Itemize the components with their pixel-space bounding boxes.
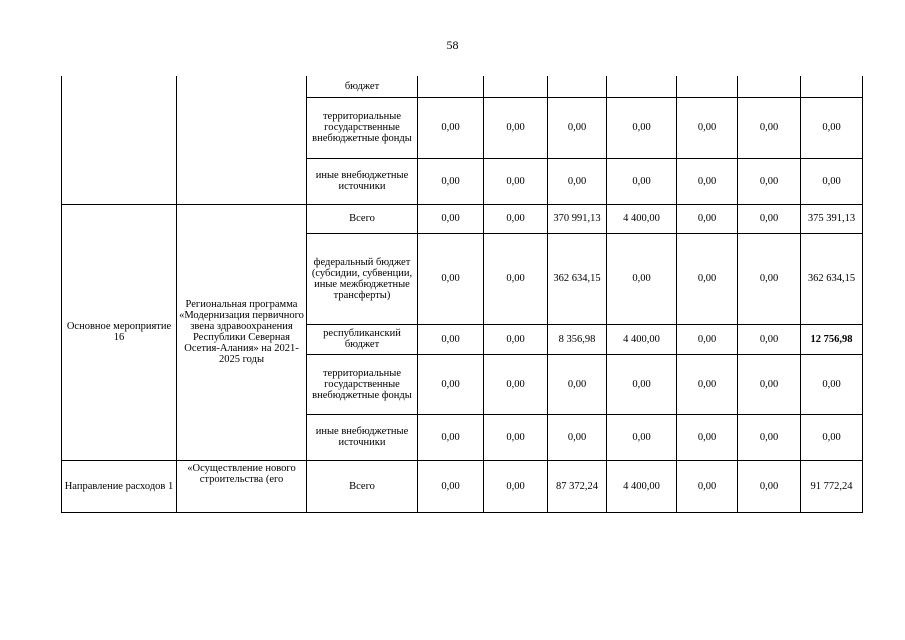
value-cell: 0,00 (418, 460, 484, 512)
value-cell: 0,00 (548, 414, 607, 460)
value-cell: 0,00 (418, 354, 484, 414)
value-cell (738, 76, 801, 97)
value-cell: 0,00 (418, 204, 484, 233)
funding-source-cell: территориальные государственные внебюджетные фонды (307, 354, 418, 414)
value-cell: 0,00 (548, 97, 607, 158)
value-cell (484, 76, 548, 97)
value-cell: 0,00 (677, 204, 738, 233)
value-cell: 0,00 (801, 158, 863, 204)
value-cell: 0,00 (801, 97, 863, 158)
value-cell: 4 400,00 (607, 460, 677, 512)
value-cell: 8 356,98 (548, 324, 607, 354)
activity-name-cell (62, 76, 177, 204)
value-cell: 0,00 (484, 354, 548, 414)
funding-source-cell: республиканский бюджет (307, 324, 418, 354)
funding-source-cell: иные внебюджетные источники (307, 158, 418, 204)
value-cell: 370 991,13 (548, 204, 607, 233)
value-cell: 0,00 (484, 414, 548, 460)
funding-source-cell: иные внебюджетные источники (307, 414, 418, 460)
value-cell: 0,00 (738, 324, 801, 354)
value-cell: 0,00 (677, 414, 738, 460)
value-cell: 0,00 (548, 354, 607, 414)
value-cell: 4 400,00 (607, 204, 677, 233)
value-cell: 0,00 (738, 97, 801, 158)
value-cell: 12 756,98 (801, 324, 863, 354)
value-cell: 0,00 (738, 460, 801, 512)
value-cell: 0,00 (677, 324, 738, 354)
funding-source-cell: федеральный бюджет (субсидии, субвенции, иные межбюджетные трансферты) (307, 233, 418, 324)
value-cell: 0,00 (418, 414, 484, 460)
value-cell: 0,00 (738, 233, 801, 324)
value-cell: 91 772,24 (801, 460, 863, 512)
value-cell: 0,00 (418, 324, 484, 354)
funding-source-cell: бюджет (307, 76, 418, 97)
funding-source-cell: Всего (307, 460, 418, 512)
value-cell: 0,00 (677, 158, 738, 204)
funding-source-cell: территориальные государственные внебюджетные фонды (307, 97, 418, 158)
value-cell: 0,00 (484, 460, 548, 512)
value-cell: 0,00 (607, 354, 677, 414)
value-cell: 0,00 (484, 97, 548, 158)
value-cell: 0,00 (607, 414, 677, 460)
value-cell: 0,00 (801, 414, 863, 460)
value-cell: 4 400,00 (607, 324, 677, 354)
value-cell (418, 76, 484, 97)
value-cell: 0,00 (738, 354, 801, 414)
value-cell: 0,00 (738, 414, 801, 460)
value-cell: 0,00 (801, 354, 863, 414)
value-cell: 0,00 (418, 97, 484, 158)
value-cell: 362 634,15 (801, 233, 863, 324)
value-cell: 87 372,24 (548, 460, 607, 512)
value-cell: 0,00 (418, 233, 484, 324)
value-cell: 0,00 (677, 97, 738, 158)
program-name-cell: Региональная программа «Модернизация первичного звена здравоохранения Республики Северная Осетия-Алания» на 2021-2025 годы (177, 204, 307, 460)
value-cell: 0,00 (484, 324, 548, 354)
table-row (62, 76, 863, 97)
funding-source-cell: Всего (307, 204, 418, 233)
value-cell: 0,00 (607, 158, 677, 204)
value-cell: 362 634,15 (548, 233, 607, 324)
value-cell: 0,00 (738, 204, 801, 233)
value-cell: 0,00 (738, 158, 801, 204)
value-cell: 0,00 (484, 233, 548, 324)
value-cell: 0,00 (548, 158, 607, 204)
value-cell (801, 76, 863, 97)
activity-name-cell: Основное мероприятие 16 (62, 204, 177, 460)
activity-name-cell: Направление расходов 1 (62, 460, 177, 512)
value-cell: 375 391,13 (801, 204, 863, 233)
value-cell: 0,00 (677, 354, 738, 414)
value-cell (548, 76, 607, 97)
budget-table (61, 76, 863, 513)
value-cell: 0,00 (484, 204, 548, 233)
value-cell: 0,00 (677, 233, 738, 324)
page-number: 58 (446, 38, 459, 52)
value-cell: 0,00 (607, 233, 677, 324)
value-cell (677, 76, 738, 97)
value-cell: 0,00 (607, 97, 677, 158)
value-cell: 0,00 (418, 158, 484, 204)
value-cell (607, 76, 677, 97)
program-name-cell: «Осуществление нового строительства (его (177, 460, 307, 512)
value-cell: 0,00 (484, 158, 548, 204)
program-name-cell (177, 76, 307, 204)
table-row (62, 460, 863, 512)
table-row (62, 204, 863, 233)
value-cell: 0,00 (677, 460, 738, 512)
